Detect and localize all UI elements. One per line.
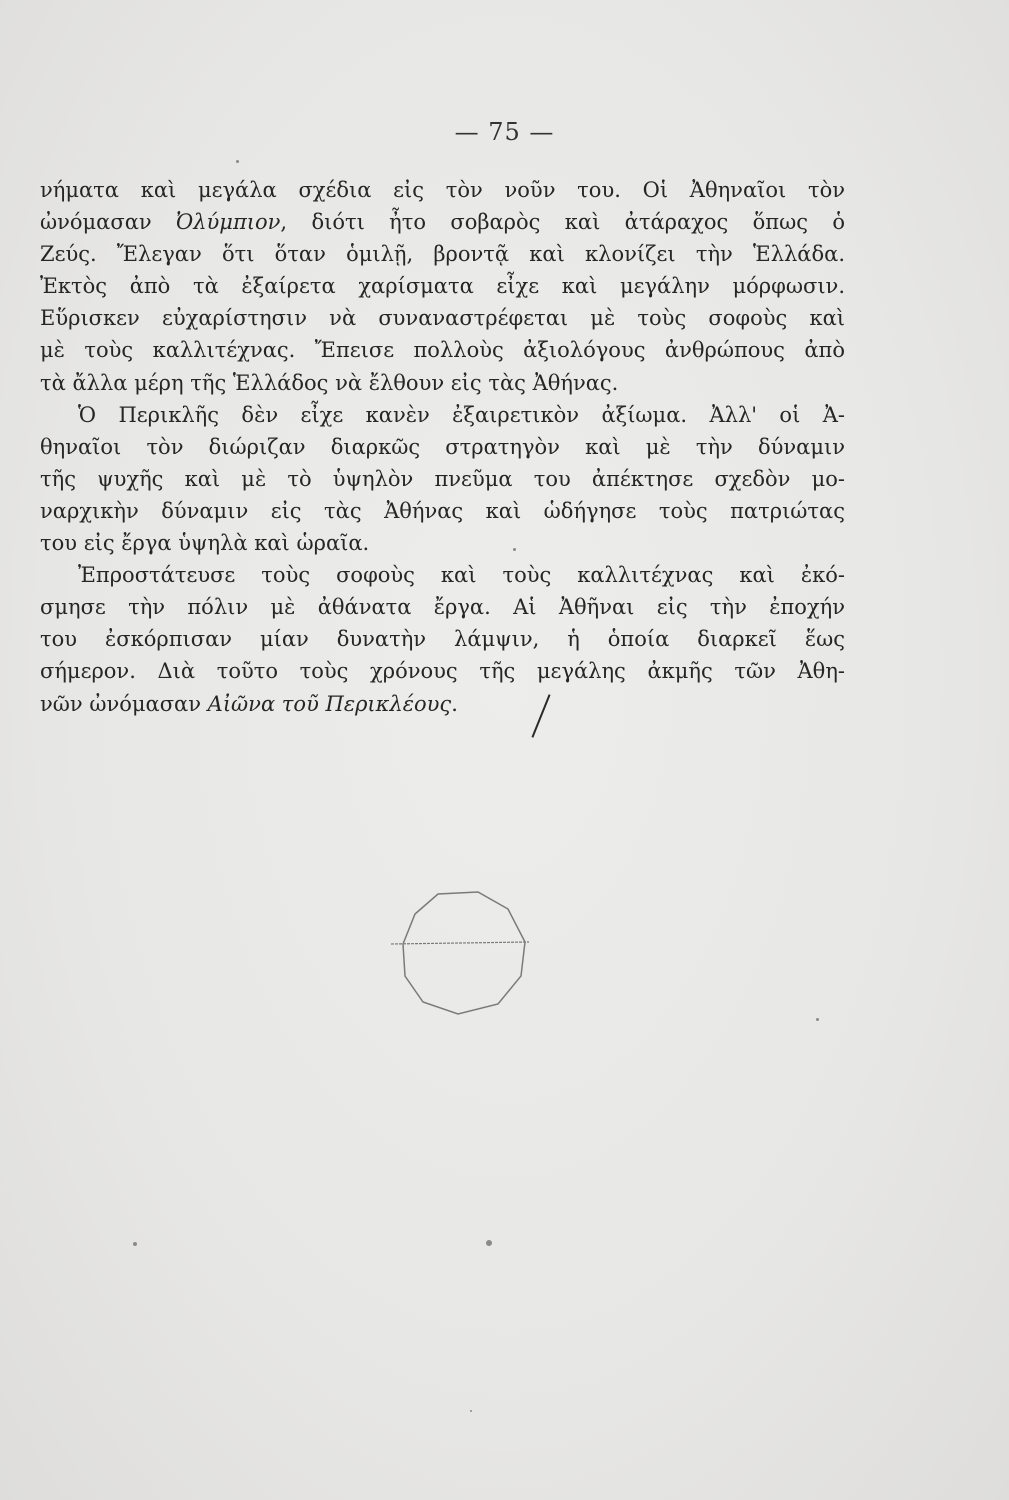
faint-stamp-outline — [383, 884, 533, 1019]
text-line-2-pre: ὠνόμασαν — [40, 210, 177, 235]
text-line-13: Ἐπροστάτευσε τοὺς σοφοὺς καὶ τοὺς καλλιτέχνας καὶ ἐκό- — [78, 563, 845, 588]
text-line-9: θηναῖοι τὸν διώριζαν διαρκῶς στρατηγὸν καὶ μὲ τὴν δύναμιν — [40, 434, 845, 459]
italic-name-olympios: Ὀλύμπιον — [176, 210, 281, 235]
text-line-17 — [40, 688, 845, 720]
text-line-14: σμησε τὴν πόλιν μὲ ἀθάνατα ἔργα. Αἱ Ἀθῆναι εἰς τὴν ἐποχήν — [40, 595, 845, 620]
text-line-1: νήματα καὶ μεγάλα σχέδια εἰς τὸν νοῦν του. Οἱ Ἀθηναῖοι τὸν — [40, 178, 845, 202]
text-line-12: του εἰς ἔργα ὑψηλὰ καὶ ὡραῖα. — [40, 531, 370, 556]
text-line-2 — [40, 206, 845, 238]
text-line-10: τῆς ψυχῆς καὶ μὲ τὸ ὑψηλὸν πνεῦμα του ἀπέκτησε σχεδὸν μο- — [40, 466, 845, 491]
text-line-16: σήμερον. Διὰ τοῦτο τοὺς χρόνους τῆς μεγάλης ἀκμῆς τῶν Ἀθη- — [40, 659, 845, 684]
page-number: — 75 — — [454, 118, 555, 146]
body-text — [40, 174, 845, 720]
italic-phrase-age-of-pericles: Αἰῶνα τοῦ Περικλέους — [207, 691, 452, 716]
text-line-17-pre: νῶν ὠνόμασαν — [40, 691, 208, 716]
text-line-3: Ζεύς. Ἔλεγαν ὅτι ὅταν ὁμιλῇ, βροντᾷ καὶ κλονίζει τὴν Ἑλλάδα. — [40, 242, 845, 267]
text-line-5: Εὕρισκεν εὐχαρίστησιν νὰ συναναστρέφεται μὲ τοὺς σοφοὺς καὶ — [40, 306, 845, 331]
text-line-7: τὰ ἄλλα μέρη τῆς Ἑλλάδος νὰ ἔλθουν εἰς τὰς Ἀθήνας. — [40, 370, 619, 395]
text-line-15: του ἐσκόρπισαν μίαν δυνατὴν λάμψιν, ἡ ὁποία διαρκεῖ ἕως — [40, 627, 845, 652]
text-line-17-post: . — [451, 691, 458, 716]
text-line-11: ναρχικὴν δύναμιν εἰς τὰς Ἀθήνας καὶ ὡδήγησε τοὺς πατριώτας — [40, 498, 845, 523]
text-line-8: Ὁ Περικλῆς δὲν εἶχε κανὲν ἐξαιρετικὸν ἀξίωμα. Ἀλλ' οἱ Ἀ- — [78, 402, 845, 427]
text-line-2-post: , διότι ἦτο σοβαρὸς καὶ ἀτάραχος ὅπως ὁ — [280, 210, 845, 235]
text-line-6: μὲ τοὺς καλλιτέχνας. Ἔπεισε πολλοὺς ἀξιολόγους ἀνθρώπους ἀπὸ — [40, 338, 845, 363]
text-line-4: Ἐκτὸς ἀπὸ τὰ ἐξαίρετα χαρίσματα εἶχε καὶ μεγάλην μόρφωσιν. — [40, 274, 845, 299]
